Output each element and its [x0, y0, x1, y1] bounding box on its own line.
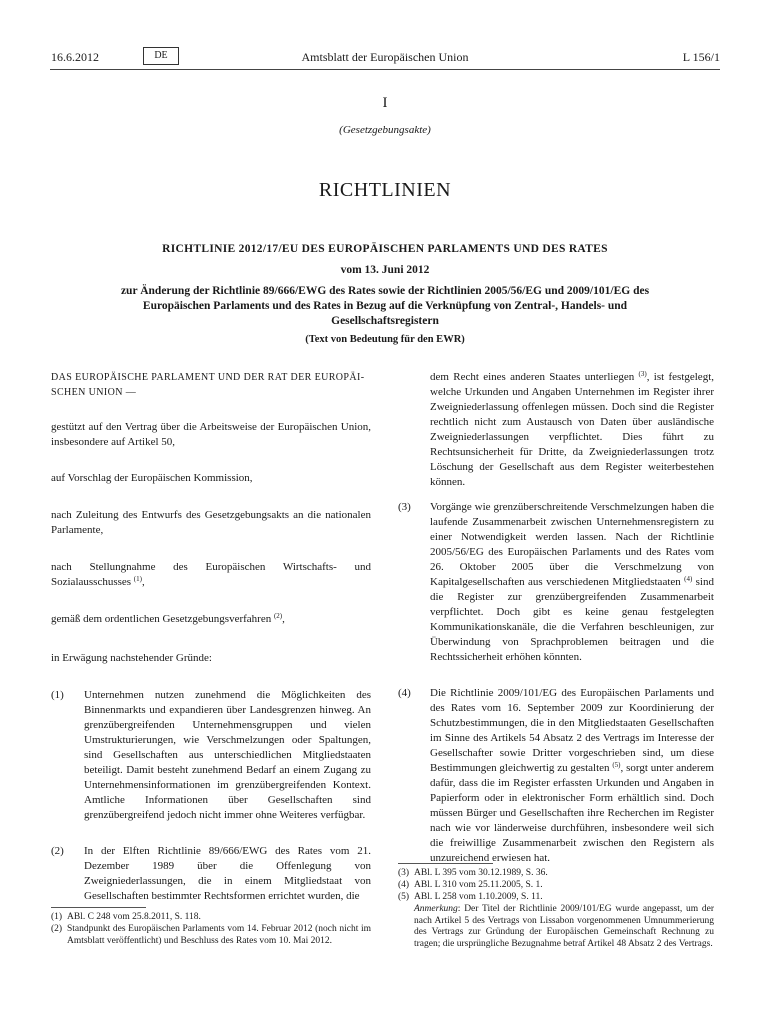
footnote-divider-left: [51, 907, 146, 908]
footnote-3: ABl. L 395 vom 30.12.1989, S. 36.: [414, 868, 548, 878]
footnote-ref-label-1: (1): [51, 912, 63, 922]
recital-2-continued: dem Recht eines anderen Staates unterliegen $^{(3)}$, ist festgelegt, welche Urkunden und Angaben Unternehmen im Register ihrer Zweigniederlassung offenlegen müssen. Doch sind die Register rechtlich nicht zum Austausch von Daten über ausländische Zweigniederlassungen verpflichtet. Dies führt zu Rechtsunsicherheit für Dritte, da Zweigniederlassungen trotz Löschung der Gesellschaft aus dem Register weiterbestehen können.: [430, 370, 714, 488]
citation-treaty: gestützt auf den Vertrag über die Arbeitsweise der Europäischen Union, insbesondere auf Artikel 50,: [51, 421, 371, 448]
footnote-ref-3: (3): [638, 370, 647, 378]
language-badge: DE: [143, 47, 179, 65]
footnote-ref-2: (2): [273, 612, 283, 620]
directive-purpose: zur Änderung der Richtlinie 89/666/EWG des Rates sowie der Richtlinien 2005/56/EG und 2009/101/EG des Europäischen Parlaments und des Rates in Bezug auf die Verknüpfung von Zentral-, Handels- und Gesellschaftsregistern: [120, 285, 650, 327]
citation-procedure: gemäß dem ordentlichen Gesetzgebungsverfahren $^{(2)}$,: [51, 612, 285, 625]
citation-esc: nach Stellungnahme des Europäischen Wirtschafts- und Sozialausschusses $^{(1)}$,: [51, 561, 371, 588]
footnote-5: ABl. L 258 vom 1.10.2009, S. 11.: [414, 892, 543, 902]
footnote-ref-label-5: (5): [398, 892, 410, 902]
recital-2: In der Elften Richtlinie 89/666/EWG des Rates vom 21. Dezember 1989 über die Offenlegung von Zweigniederlassungen, die in einem Mitgliedstaat von Gesellschaften bestimmter Rechtsformen errichtet wurden, die: [84, 845, 371, 902]
recitals-intro: in Erwägung nachstehender Gründe:: [51, 652, 212, 664]
citation-parliaments: nach Zuleitung des Entwurfs des Gesetzgebungsakts an die nationalen Parlamente,: [51, 509, 371, 536]
footnote-ref-label-2: (2): [51, 924, 63, 934]
footnote-4: ABl. L 310 vom 25.11.2005, S. 1.: [414, 880, 543, 890]
eea-relevance-note: (Text von Bedeutung für den EWR): [305, 334, 465, 345]
part-numeral: I: [382, 95, 388, 111]
footnote-1: ABl. C 248 vom 25.8.2011, S. 118.: [67, 912, 201, 922]
recital-4: Die Richtlinie 2009/101/EG des Europäischen Parlaments und des Rates vom 16. September 2009 zur Koordinierung der Schutzbestimmungen, die in den Mitgliedstaaten Gesellschaften im Sinne des Artikels 54 Absatz 2 des Vertrags im Interesse der Gesellschafter sowie Dritter vorgeschrieben sind, um diese Bestimmungen gleichwertig zu gestalten $^{(5)}$, sorgt unter anderem dafür, dass die im Register erfassten Urkunden und Angaben in Papierform oder in elektronischer Form erhältlich sind. Doch müssen Bürger und Gesellschaften ihre Recherchen im Register nach wie vor länderweise durchführen, insbesondere weil sich die freiwillige Zusammenarbeit zwischen den Registern als unzureichend erwiesen hat.: [430, 687, 714, 864]
journal-title: Amtsblatt der Europäischen Union: [301, 50, 469, 64]
directive-title: RICHTLINIE 2012/17/EU DES EUROPÄISCHEN PARLAMENTS UND DES RATES: [162, 243, 608, 255]
recital-3: Vorgänge wie grenzüberschreitende Verschmelzungen haben die laufende Zusammenarbeit zwischen Unternehmensregistern zu einer Notwendigkeit werden lassen. Nach der Richtlinie 2005/56/EG des Europäischen Parlaments und des Rates vom 26. Oktober 2005 über die Verschmelzung von Kapitalgesellschaften aus verschiedenen Mitgliedstaaten $^{(4)}$ sind die Register zur grenzübergreifenden Zusammenarbeit verpflichtet. Doch gibt es keine genau festgelegten Kommunikationskanäle, die die Verfahren beschleunigen, zur Überwindung von Sprachproblemen beitragen und die Rechtssicherheit erhöhen könnten.: [430, 501, 714, 663]
recital-number-1: (1): [51, 689, 64, 701]
footnote-ref-1: (1): [133, 575, 142, 583]
footnote-ref-4: (4): [684, 575, 693, 583]
footnote-2: Standpunkt des Europäischen Parlaments vom 14. Februar 2012 (noch nicht im Amtsblatt veröffentlicht) und Beschluss des Rates vom 10. Mai 2012.: [67, 924, 371, 946]
recital-number-3: (3): [398, 501, 411, 513]
page-reference: L 156/1: [682, 50, 720, 64]
recital-number-4: (4): [398, 687, 411, 699]
footnote-ref-5: (5): [612, 761, 621, 769]
citation-commission: auf Vorschlag der Europäischen Kommission,: [51, 472, 253, 484]
footnote-5-note: Anmerkung: Der Titel der Richtlinie 2009/101/EG wurde angepasst, um der nach Artikel 5 des Vertrags von Lissabon vorgenommenen Umnummerierung des Vertrags zur Gründung der Europäischen Gemeinschaft Rechnung zu tragen; die ursprüngliche Bezugnahme betraf Artikel 48 Absatz 2 des Vertrags.: [414, 904, 714, 949]
part-subtitle: (Gesetzgebungsakte): [339, 124, 431, 136]
header-divider: [50, 69, 720, 70]
recital-number-2: (2): [51, 845, 64, 857]
note-label: Anmerkung: [414, 904, 458, 914]
footnote-ref-label-4: (4): [398, 880, 410, 890]
preamble-intro: DAS EUROPÄISCHE PARLAMENT UND DER RAT DER EUROPÄI- SCHEN UNION —: [51, 372, 365, 398]
footnote-ref-label-3: (3): [398, 868, 410, 878]
section-title: RICHTLINIEN: [318, 179, 452, 201]
directive-date: vom 13. Juni 2012: [340, 264, 430, 276]
recital-1: Unternehmen nutzen zunehmend die Möglichkeiten des Binnenmarkts und expandieren über Landesgrenzen hinweg. An grenzübergreifenden Unternehmensgruppen und vielen Umstrukturierungen, wie Verschmelzungen oder Spaltungen, sind Gesellschaften aus unterschiedlichen Mitgliedstaaten beteiligt. Damit besteht zunehmend Bedarf an einem Zugang zu Unternehmensinformationen im grenzübergreifenden Kontext. Amtliche Informationen über Gesellschaften sind grenzübergreifend jedoch nicht immer ohne Weiteres verfügbar.: [84, 689, 371, 821]
issue-date: 16.6.2012: [51, 50, 99, 64]
footnote-divider-right: [398, 863, 493, 864]
